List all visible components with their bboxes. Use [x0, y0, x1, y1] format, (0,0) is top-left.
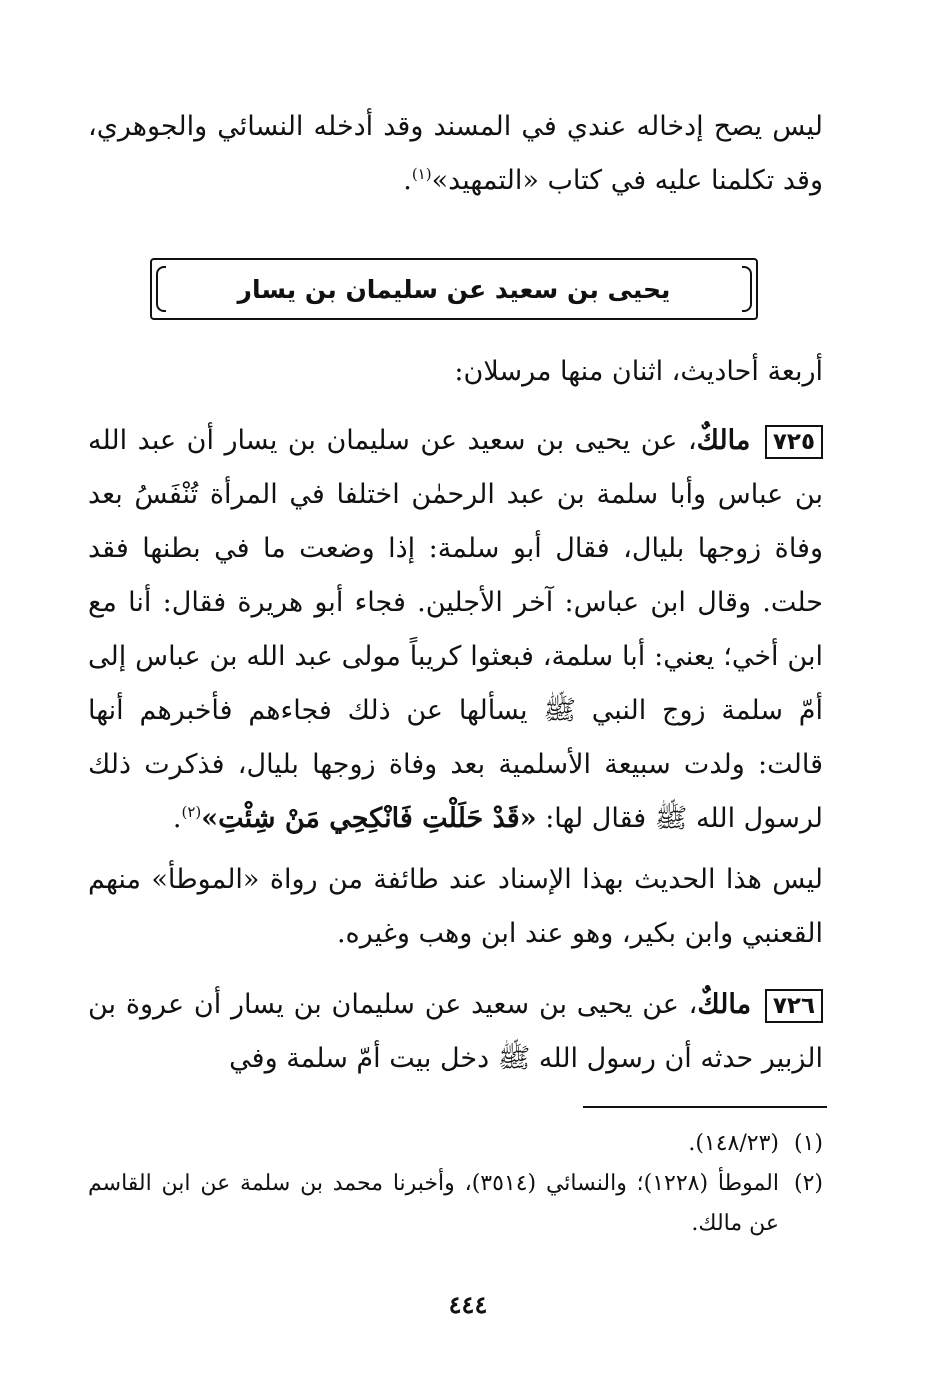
section-intro-text: أربعة أحاديث، اثنان منها مرسلان:	[454, 356, 823, 387]
hadith-726	[88, 978, 823, 1086]
period: .	[172, 803, 182, 834]
footnote-divider	[583, 1106, 827, 1108]
hadith-quote: «قَدْ حَلَلْتِ فَانْكِحِي مَنْ شِئْتِ»	[201, 803, 537, 834]
footnote-2	[88, 1164, 823, 1244]
footnote-text: (١٤٨/٢٣).	[688, 1131, 779, 1156]
hadith-725	[88, 414, 823, 846]
period: .	[403, 165, 412, 196]
hadith-text: ، عن يحيى بن سعيد عن سليمان بن يسار أن عبد الله بن عباس وأبا سلمة بن عبد الرحمٰن اختلفا في المرأة تُنْفَسُ بعد وفاة زوجها بليال، فقال أبو سلمة: إذا وضعت ما في بطنها فقد حلت. وقال ابن عباس: آخر الأجلين. فجاء أبو هريرة فقال: أنا مع ابن أخي؛ يعني: أبا سلمة، فبعثوا كريباً مولى عبد الله بن عباس إلى أمّ سلمة زوج النبي ﷺ يسألها عن ذلك فجاءهم فأخبرهم أنها قالت: ولدت سبيعة الأسلمية بعد وفاة زوجها بليال، فذكرت ذلك لرسول الله ﷺ فقال لها:	[88, 425, 823, 834]
footnote-number: (٢)	[793, 1171, 823, 1196]
hadith-number-725: ٧٢٥	[765, 425, 823, 459]
footnote-number: (١)	[793, 1131, 823, 1156]
paragraph-text: ليس يصح إدخاله عندي في المسند وقد أدخله النسائي والجوهري، وقد تكلمنا عليه في كتاب «التمهيد»	[88, 111, 823, 196]
comment-paragraph	[88, 853, 823, 961]
section-heading-text: يحيى بن سعيد عن سليمان بن يسار	[237, 274, 671, 304]
hadith-narrator: مالكٌ	[697, 989, 752, 1020]
hadith-text: ، عن يحيى بن سعيد عن سليمان بن يسار أن عروة بن الزبير حدثه أن رسول الله ﷺ دخل بيت أمّ سلمة وفي	[88, 989, 823, 1074]
footnote-ref-1[interactable]: (١)	[411, 165, 432, 183]
hadith-narrator: مالكٌ	[696, 425, 751, 456]
hadith-number-726: ٧٢٦	[765, 989, 823, 1023]
page-number: ٤٤٤	[448, 1290, 488, 1319]
footnote-1	[88, 1124, 823, 1164]
section-heading	[150, 258, 758, 320]
footnote-ref-2[interactable]: (٢)	[181, 803, 202, 821]
footnote-text: الموطأ (١٢٢٨)؛ والنسائي (٣٥١٤)، وأخبرنا محمد بن سلمة عن ابن القاسم عن مالك.	[88, 1171, 779, 1236]
footnotes	[88, 1124, 823, 1244]
comment-text: ليس هذا الحديث بهذا الإسناد عند طائفة من رواة «الموطأ» منهم القعنبي وابن بكير، وهو عند ابن وهب وغيره.	[88, 864, 823, 949]
paragraph-intro-continuation	[88, 100, 823, 208]
section-intro	[88, 345, 823, 399]
